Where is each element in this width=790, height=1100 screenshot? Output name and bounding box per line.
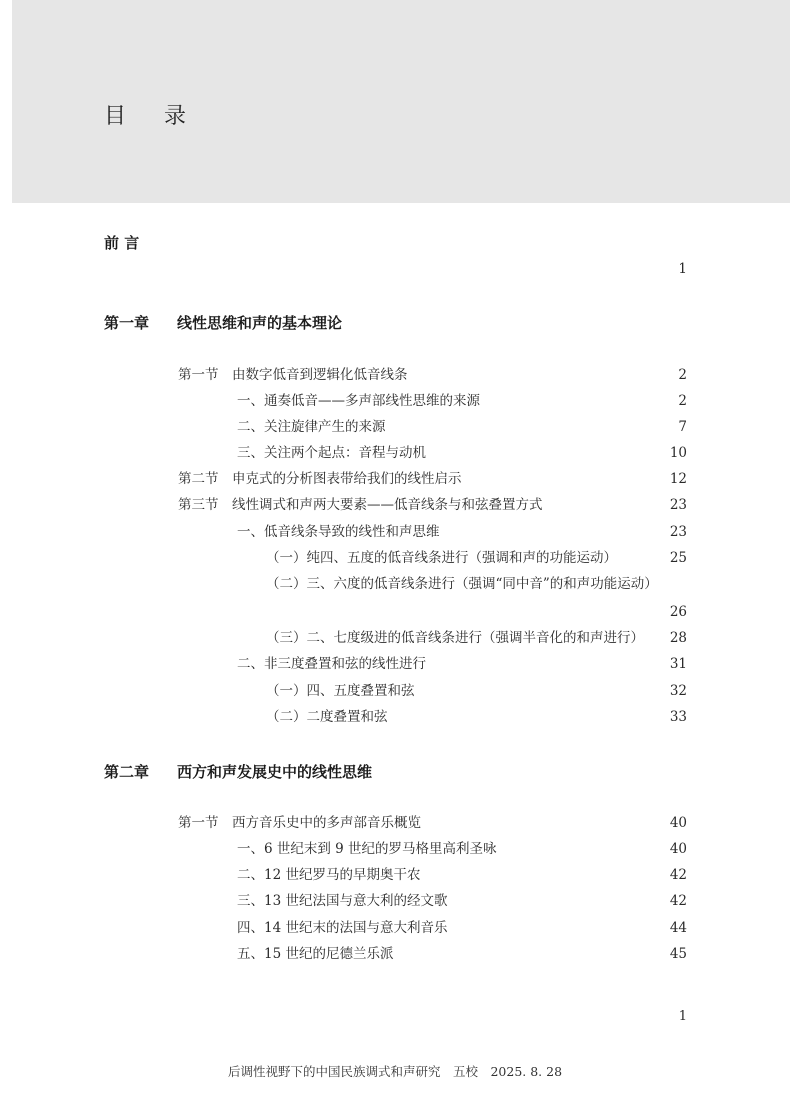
toc-page: 44	[669, 920, 687, 936]
toc-entry: 二、非三度叠置和弦的线性进行	[237, 656, 426, 672]
toc-entry: （二）三、六度的低音线条进行（强调“同中音”的和声功能运动）	[266, 576, 658, 592]
toc-page: 31	[669, 656, 687, 672]
toc-page: 10	[669, 445, 687, 461]
toc-page: 7	[678, 419, 687, 435]
toc-entry: 五、15 世纪的尼德兰乐派	[237, 946, 394, 962]
toc-page: 42	[669, 867, 687, 883]
page-title: 目 录	[104, 104, 187, 129]
chapter2-label: 第二章	[104, 763, 150, 781]
toc-entry: （二）二度叠置和弦	[266, 709, 388, 725]
toc-page: 2	[678, 367, 687, 383]
toc-entry: 一、6 世纪末到 9 世纪的罗马格里高利圣咏	[237, 841, 497, 857]
toc-entry: 一、通奏低音——多声部线性思维的来源	[237, 393, 480, 409]
toc-page: 42	[669, 893, 687, 909]
toc-entry: 第三节 线性调式和声两大要素——低音线条与和弦叠置方式	[178, 497, 543, 513]
toc-entry: 一、低音线条导致的线性和声思维	[237, 524, 440, 540]
footer-note: 后调性视野下的中国民族调式和声研究 五校 2025. 8. 28	[227, 1064, 563, 1079]
toc-entry: 第二节 申克式的分析图表带给我们的线性启示	[178, 471, 462, 487]
toc-entry: 二、12 世纪罗马的早期奥干农	[237, 867, 421, 883]
toc-page: 33	[669, 709, 687, 725]
toc-page: 40	[669, 815, 687, 831]
toc-page: 2	[678, 393, 687, 409]
toc-entry: （三）二、七度级进的低音线条进行（强调半音化的和声进行）	[266, 630, 644, 646]
toc-page: 32	[669, 683, 687, 699]
toc-page: 23	[669, 497, 687, 513]
toc-entry: （一）纯四、五度的低音线条进行（强调和声的功能运动）	[266, 550, 617, 566]
toc-page: 40	[669, 841, 687, 857]
toc-entry: 第一节 西方音乐史中的多声部音乐概览	[178, 815, 421, 831]
toc-page: 45	[669, 946, 687, 962]
toc-entry: 三、13 世纪法国与意大利的经文歌	[237, 893, 448, 909]
chapter1-label: 第一章	[104, 314, 150, 332]
toc-page: 25	[669, 550, 687, 566]
chapter2-title: 西方和声发展史中的线性思维	[177, 763, 373, 781]
toc-entry: 第一节 由数字低音到逻辑化低音线条	[178, 367, 408, 383]
toc-page: 28	[669, 630, 687, 646]
chapter1-title: 线性思维和声的基本理论	[177, 314, 343, 332]
toc-entry: 四、14 世纪末的法国与意大利音乐	[237, 920, 448, 936]
toc-page: 23	[669, 524, 687, 540]
toc-entry: 二、关注旋律产生的来源	[237, 419, 386, 435]
toc-page: 12	[669, 471, 687, 487]
toc-entry: （一）四、五度叠置和弦	[266, 683, 415, 699]
page-number: 1	[678, 1009, 687, 1024]
toc-entry: 三、关注两个起点：音程与动机	[237, 445, 426, 461]
toc-page: 26	[669, 604, 687, 620]
preface-page: 1	[678, 261, 687, 277]
preface-heading: 前 言	[104, 234, 140, 252]
